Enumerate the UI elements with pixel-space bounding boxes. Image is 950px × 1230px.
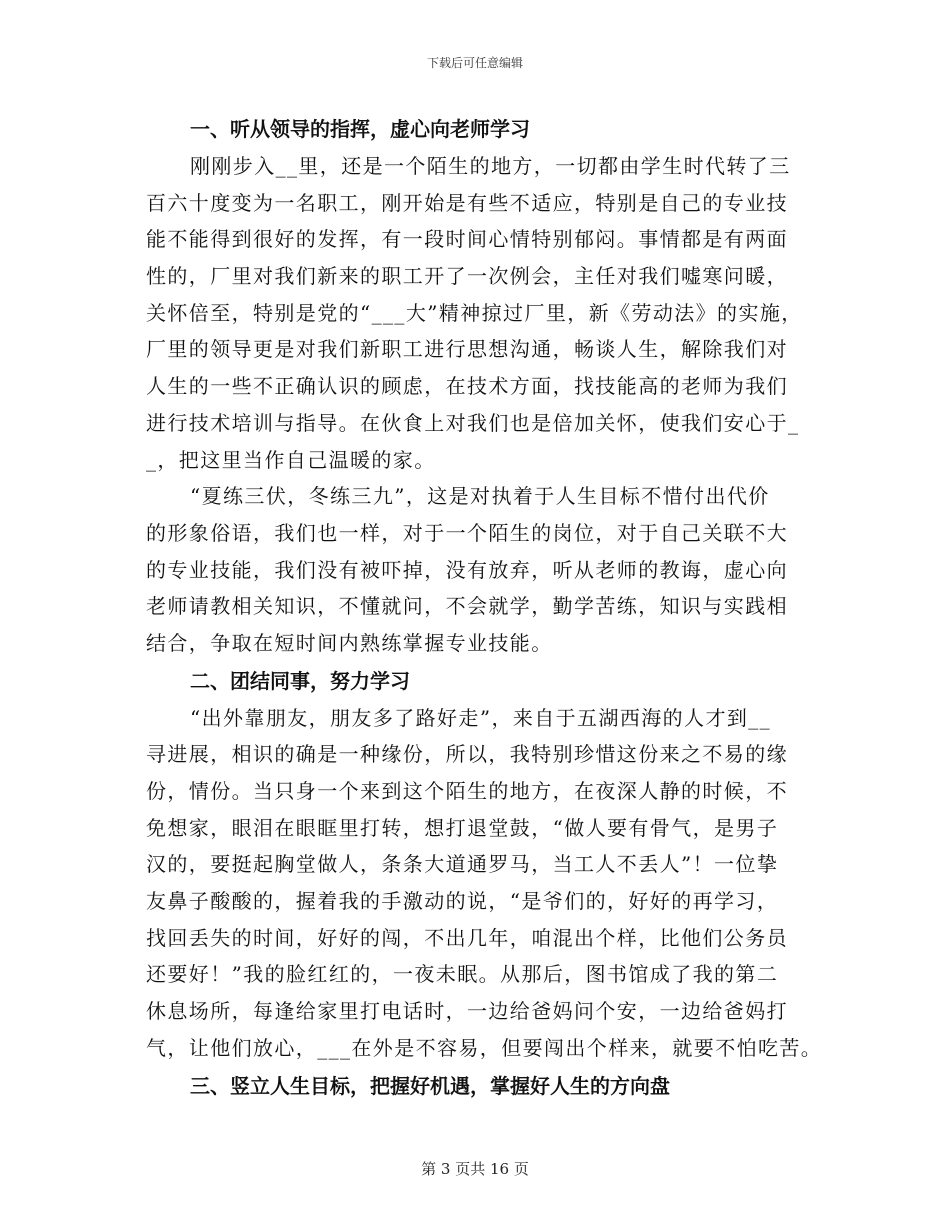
- paragraph-line: 友鼻子酸酸的，握着我的手激动的说，“是爷们的，好好的再学习，: [146, 889, 779, 914]
- paragraph-line: 寻进展，相识的确是一种缘份，所以，我特别珍惜这份来之不易的缘: [146, 742, 788, 767]
- paragraph-line: 性的，厂里对我们新来的职工开了一次例会，主任对我们嘘寒问暖，: [146, 264, 788, 289]
- paragraph-line: 气，让他们放心，___在外是不容易，但要闯出个样来，就要不怕吃苦。: [146, 1035, 823, 1060]
- paragraph-line: 结合，争取在短时间内熟练掌握专业技能。: [146, 630, 553, 655]
- section-heading-2: 二、团结同事，努力学习: [190, 668, 410, 693]
- paragraph-line: 进行技术培训与指导。在伙食上对我们也是倍加关怀，使我们安心于_: [146, 410, 800, 435]
- paragraph-line: 厂里的领导更是对我们新职工进行思想沟通，畅谈人生，解除我们对: [146, 337, 788, 362]
- paragraph-line: 关怀倍至，特别是党的“___大”精神掠过厂里，新《劳动法》的实施，: [146, 300, 803, 325]
- section-heading-3: 三、竖立人生目标，把握好机遇，掌握好人生的方向盘: [190, 1073, 670, 1098]
- paragraph-line: 还要好！”我的脸红红的，一夜未眠。从那后，图书馆成了我的第二: [146, 962, 779, 987]
- paragraph-2: [146, 478, 826, 661]
- paragraph-line: _，把这里当作自己温暖的家。: [146, 447, 436, 472]
- section-heading-1: 一、听从领导的指挥，虚心向老师学习: [190, 117, 530, 141]
- paragraph-line: 份，情份。当只身一个来到这个陌生的地方，在夜深人静的时候，不: [146, 779, 788, 803]
- paragraph-line: 能不能得到很好的发挥，有一段时间心情特别郁闷。事情都是有两面: [146, 227, 788, 252]
- paragraph-line: 老师请教相关知识，不懂就问，不会就学，勤学苦练，知识与实践相: [146, 594, 788, 619]
- paragraph-1: [146, 148, 826, 478]
- paragraph-line: 人生的一些不正确认识的顾虑，在技术方面，找技能高的老师为我们: [146, 374, 788, 399]
- paragraph-line: 的形象俗语，我们也一样，对于一个陌生的岗位，对于自己关联不大: [146, 520, 788, 545]
- paragraph-line: 汉的，要挺起胸堂做人，条条大道通罗马，当工人不丢人”！一位挚: [146, 852, 779, 877]
- paragraph-line: 刚刚步入__里，还是一个陌生的地方，一切都由学生时代转了三: [190, 154, 791, 178]
- paragraph-line: “出外靠朋友，朋友多了路好走”，来自于五湖西海的人才到__: [190, 705, 772, 730]
- document-body: [146, 110, 826, 1105]
- paragraph-line: 免想家，眼泪在眼眶里打转，想打退堂鼓，“做人要有骨气，是男子: [146, 815, 779, 840]
- paragraph-line: 休息场所，每逢给家里打电话时，一边给爸妈问个安，一边给爸妈打: [146, 999, 788, 1024]
- paragraph-line: “夏练三伏，冬练三九”，这是对执着于人生目标不惜付出代价: [190, 484, 770, 509]
- page-number: 第 3 页共 16 页: [421, 1160, 529, 1178]
- paragraph-line: 的专业技能，我们没有被吓掉，没有放弃，听从老师的教诲，虚心向: [146, 557, 788, 582]
- paragraph-3: [146, 700, 826, 1067]
- paragraph-line: 找回丢失的时间，好好的闯，不出几年，咱混出个样，比他们公务员: [146, 925, 788, 950]
- page-header-note: 下载后可任意编辑: [426, 56, 523, 70]
- paragraph-line: 百六十度变为一名职工，刚开始是有些不适应，特别是自己的专业技: [146, 190, 788, 215]
